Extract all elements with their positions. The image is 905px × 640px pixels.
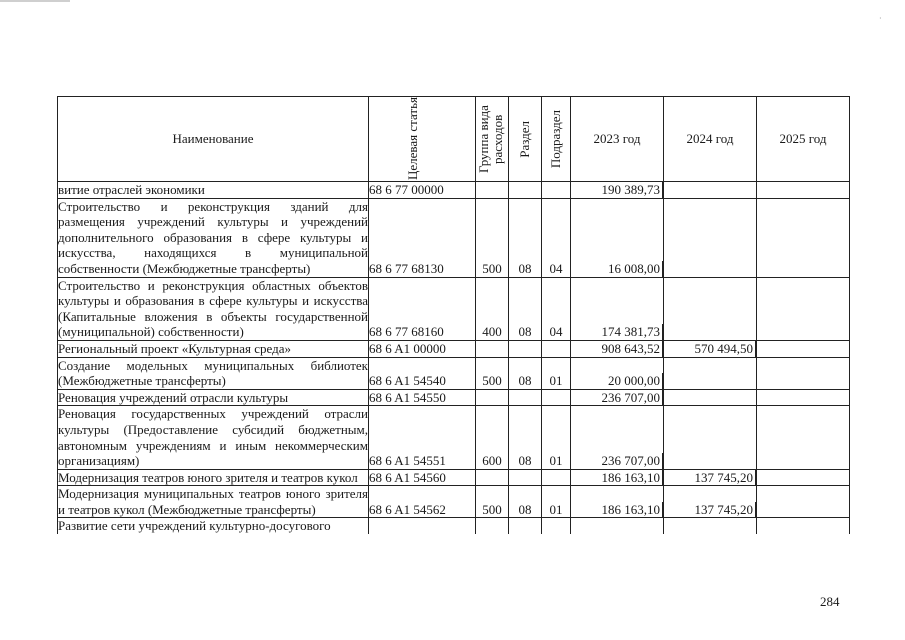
header-name: Наименование [58,97,369,182]
row-2023 [571,469,664,486]
row-section [509,518,542,534]
row-2025 [757,389,850,406]
row-2023-value: 236 707,00 [602,453,664,469]
row-group [476,389,509,406]
row-section: 08 [509,277,542,340]
row-section: 08 [509,357,542,389]
row-code: 68 6 A1 54562 [369,486,476,518]
header-code [369,97,476,182]
row-section [509,340,542,357]
row-2025 [757,469,850,486]
row-section: 08 [509,486,542,518]
table-row [58,198,850,277]
table-row [58,469,850,486]
row-group: 600 [476,406,509,469]
row-2024 [664,198,757,277]
row-name: Строительство и реконструкция зданий для размещения учреждений культуры и учреждений дополнительного образования в сфере культуры и искусства, находящихся в муниципальной собственности (Межбюджетные трансферты) [58,198,368,276]
row-name: Создание модельных муниципальных библиотек (Межбюджетные трансферты) [58,357,368,389]
row-section [509,469,542,486]
row-code: 68 6 A1 00000 [369,340,476,357]
row-name: Реновация государственных учреждений отрасли культуры (Предоставление субсидий бюджетным, автономным учреждениям и иным некоммерческим организациям) [58,406,368,469]
row-2025 [757,518,850,534]
row-section [509,389,542,406]
row-code: 68 6 A1 54560 [369,469,476,486]
row-2023-value: 190 389,73 [602,182,664,198]
row-code: 68 6 A1 54551 [369,406,476,469]
row-2024-value: 570 494,50 [695,341,757,357]
row-section: 08 [509,198,542,277]
scan-edge-mark [0,0,70,2]
row-code: 68 6 A1 54550 [369,389,476,406]
row-group: 500 [476,357,509,389]
row-2025 [757,357,850,389]
header-section-text: Раздел [517,120,532,158]
row-code: 68 6 77 68130 [369,198,476,277]
row-code [369,518,476,534]
row-name: Региональный проект «Культурная среда» [58,340,369,357]
row-name: Развитие сети учреждений культурно-досугового [58,518,369,534]
header-group [476,97,509,182]
row-2024 [664,518,757,534]
row-2023-value: 908 643,52 [602,341,664,357]
row-2024 [664,340,757,357]
row-section [509,182,542,199]
row-2023-value: 186 163,10 [602,502,664,518]
row-code: 68 6 77 68160 [369,277,476,340]
scan-dot-mark: · [879,14,882,23]
row-2023 [571,277,664,340]
row-group [476,469,509,486]
header-group-text: Группа вида расходов [476,105,505,173]
row-2023 [571,198,664,277]
row-subsection: 04 [542,277,571,340]
row-2025 [757,182,850,199]
row-subsection: 01 [542,486,571,518]
row-2023 [571,518,664,534]
row-2024-value: 137 745,20 [695,502,757,518]
row-2024-value: 137 745,20 [695,470,757,486]
table-header-row [58,97,850,182]
table-row [58,182,850,199]
row-2023-value: 236 707,00 [602,390,664,406]
row-group: 400 [476,277,509,340]
row-2024 [664,357,757,389]
row-2023 [571,406,664,469]
table-row [58,486,850,518]
row-name: Модернизация театров юного зрителя и театров кукол [58,469,369,486]
row-2023 [571,486,664,518]
header-code-text: Целевая статья [405,97,420,181]
table-row [58,389,850,406]
table-body [58,182,850,535]
row-subsection [542,518,571,534]
row-2025 [757,198,850,277]
row-2023 [571,182,664,199]
header-subsection-text: Подраздел [548,109,563,169]
row-2024 [664,406,757,469]
row-name: витие отраслей экономики [58,182,369,199]
row-subsection: 01 [542,406,571,469]
row-2023 [571,357,664,389]
table-row [58,340,850,357]
row-group [476,182,509,199]
row-2024 [664,389,757,406]
header-2024: 2024 год [664,97,757,182]
row-subsection [542,340,571,357]
row-subsection [542,469,571,486]
table-row [58,277,850,340]
row-2023-value: 186 163,10 [602,470,664,486]
header-2023: 2023 год [571,97,664,182]
row-code: 68 6 A1 54540 [369,357,476,389]
row-subsection [542,182,571,199]
row-2024 [664,277,757,340]
row-2025 [757,277,850,340]
row-2023 [571,340,664,357]
table-row [58,518,850,534]
row-2025 [757,486,850,518]
row-group [476,340,509,357]
row-2023-value: 16 008,00 [608,261,663,277]
row-group: 500 [476,198,509,277]
row-group: 500 [476,486,509,518]
row-group [476,518,509,534]
row-section: 08 [509,406,542,469]
row-code: 68 6 77 00000 [369,182,476,199]
row-2023-value: 20 000,00 [608,373,663,389]
header-2025: 2025 год [757,97,850,182]
row-2023 [571,389,664,406]
row-2024 [664,182,757,199]
row-2024 [664,469,757,486]
row-subsection: 01 [542,357,571,389]
header-section [509,97,542,182]
row-subsection [542,389,571,406]
page-number: 284 [820,594,840,609]
table-row [58,406,850,469]
row-name: Модернизация муниципальных театров юного зрителя и театров кукол (Межбюджетные трансферты) [58,486,368,517]
row-2025 [757,340,850,357]
row-name: Строительство и реконструкция областных объектов культуры и образования в сфере культуры и искусства (Капитальные вложения в объекты государственной (муниципальной) собственности) [58,277,368,340]
header-subsection [542,97,571,182]
row-name: Реновация учреждений отрасли культуры [58,389,369,406]
row-2025 [757,406,850,469]
row-2023-value: 174 381,73 [602,324,664,340]
row-2024 [664,486,757,518]
table-row [58,357,850,389]
budget-table [57,96,850,534]
row-subsection: 04 [542,198,571,277]
